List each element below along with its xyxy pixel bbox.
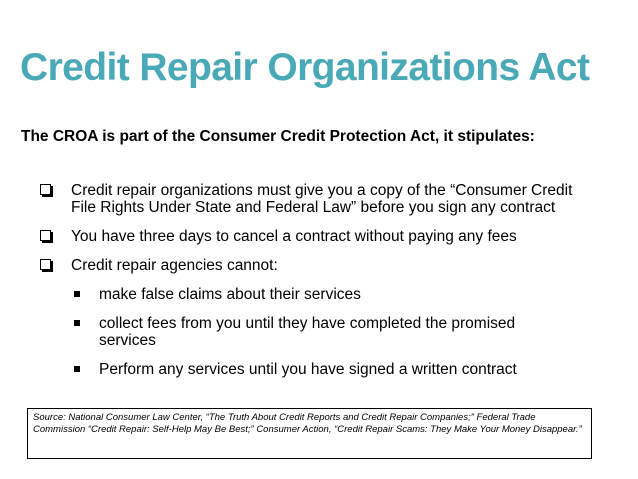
sub-bullet-text: make false claims about their services <box>99 286 361 303</box>
slide-subtitle: The CROA is part of the Consumer Credit Protection Act, it stipulates: <box>21 128 535 145</box>
square-bullet-icon <box>74 320 80 326</box>
checkbox-icon <box>40 184 51 195</box>
source-citation: Source: National Consumer Law Center, “The Truth About Credit Reports and Credit Repair Companies;” Federal Trade Commission “Credit Repair: Self-Help May Be Best;” Consumer Action, “Credit Repair Scams: They Make Your Money Disappear.” <box>27 408 592 459</box>
slide-title: Credit Repair Organizations Act <box>20 46 590 89</box>
square-bullet-icon <box>74 291 80 297</box>
checkbox-icon <box>40 259 51 270</box>
bullet-item <box>40 228 620 245</box>
sub-bullet-text: collect fees from you until they have completed the promised services <box>99 315 516 349</box>
square-bullet-icon <box>74 366 80 372</box>
checkbox-icon <box>40 230 51 241</box>
sub-bullet-list <box>40 286 620 378</box>
sub-bullet-text: Perform any services until you have signed a written contract <box>99 361 517 378</box>
bullet-list <box>40 182 620 390</box>
bullet-text: Credit repair organizations must give you a copy of the “Consumer Credit File Rights Under State and Federal Law” before you sign any contract <box>71 182 573 216</box>
bullet-text: You have three days to cancel a contract without paying any fees <box>71 228 517 245</box>
bullet-item <box>40 182 620 216</box>
bullet-item <box>40 257 620 378</box>
sub-bullet-item <box>40 315 620 349</box>
sub-bullet-item <box>40 361 620 378</box>
bullet-text: Credit repair agencies cannot: <box>71 257 278 274</box>
sub-bullet-item <box>40 286 620 303</box>
